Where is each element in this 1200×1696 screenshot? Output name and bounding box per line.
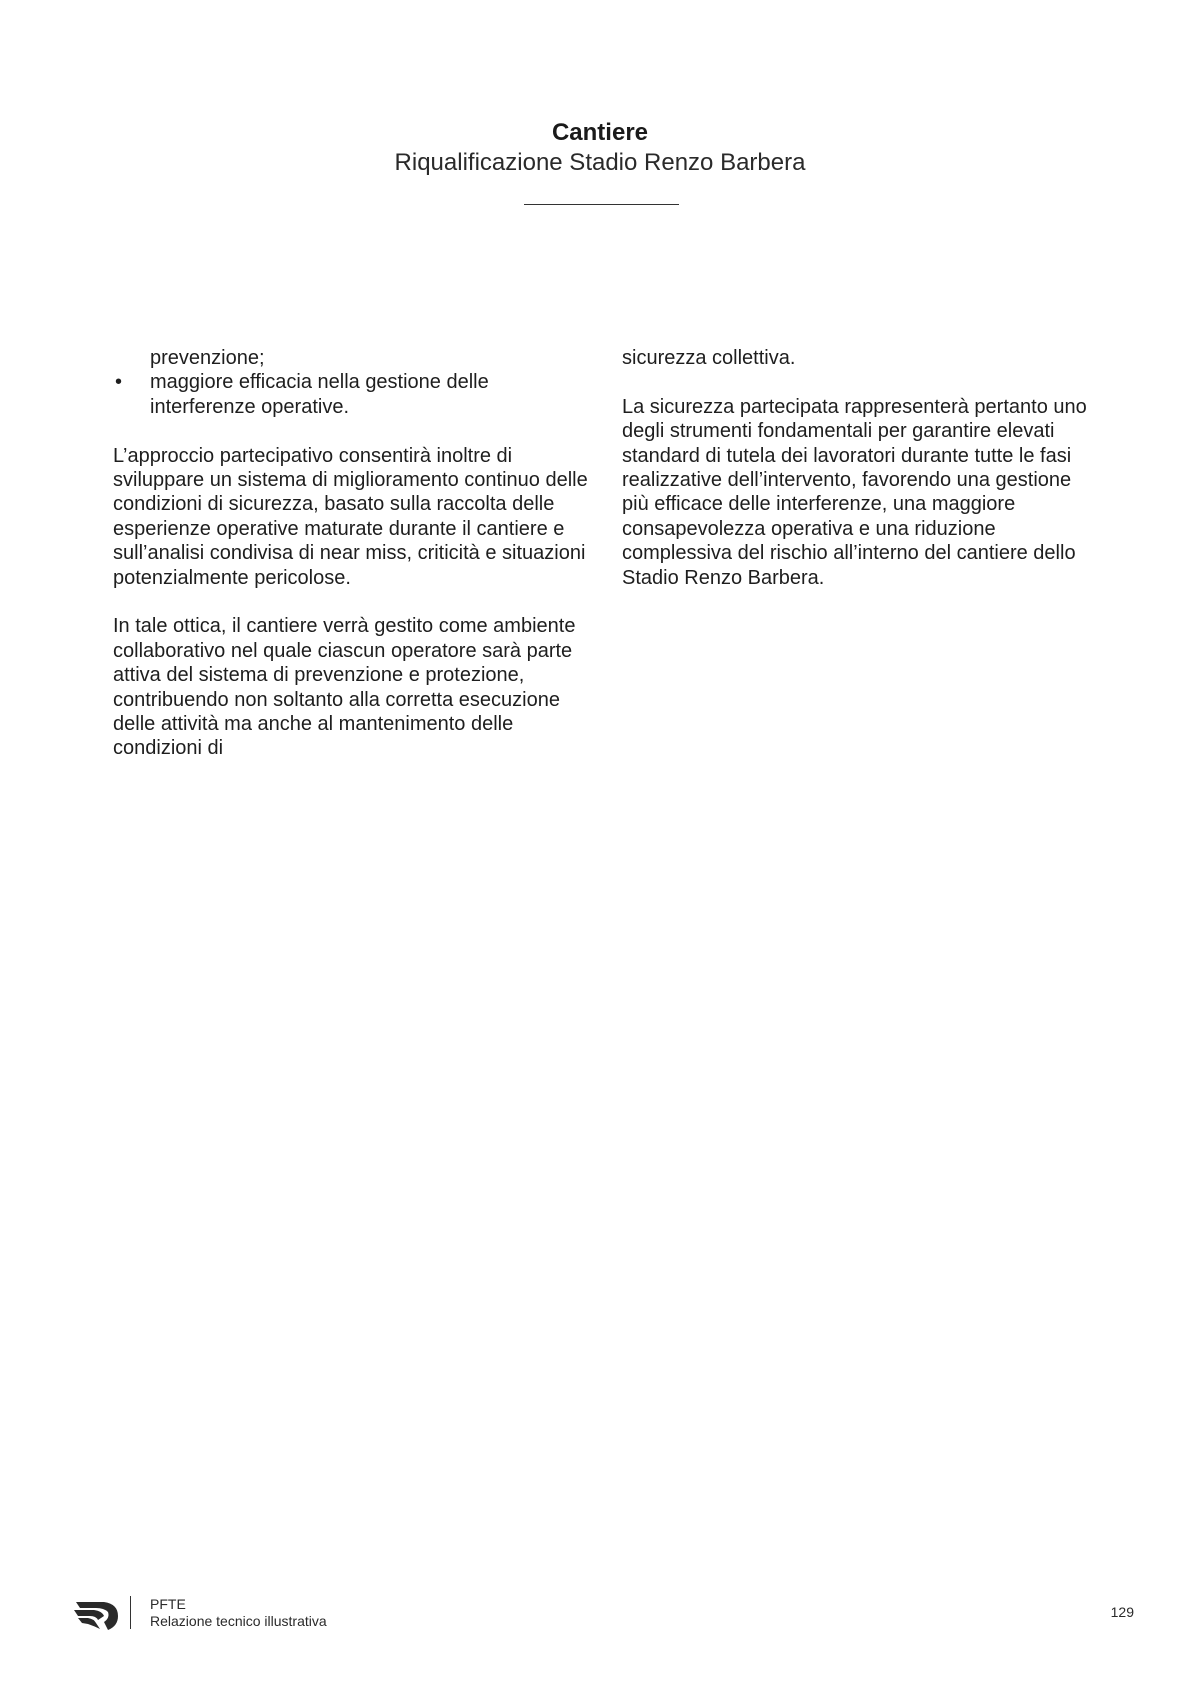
- body-paragraph: sicurezza collettiva.: [622, 347, 796, 369]
- footer-doc-type: PFTE: [150, 1596, 186, 1612]
- body-paragraph: In tale ottica, il cantiere verrà gestito come ambiente collaborativo nel quale ciascun operatore sarà parte attiva del sistema di prevenzione e protezione, contribuendo non soltanto alla corretta esecuzione delle attività ma anche al mantenimento delle condizioni di: [113, 615, 576, 760]
- list-item: [113, 370, 588, 419]
- eagle-logo-icon: [74, 1596, 120, 1632]
- body-paragraph: L’approccio partecipativo consentirà inoltre di sviluppare un sistema di miglioramento continuo delle condizioni di sicurezza, basato sulla raccolta delle esperienze operative maturate durante il cantiere e sull’analisi condivisa di near miss, criticità e situazioni potenzialmente pericolose.: [113, 444, 588, 589]
- page-header: [0, 118, 1200, 178]
- footer-divider: [130, 1596, 131, 1629]
- footer-doc-title: Relazione tecnico illustrativa: [150, 1613, 327, 1629]
- list-item-line: interferenze operative.: [150, 395, 350, 418]
- page-title: Cantiere: [551, 119, 649, 146]
- body-paragraph: La sicurezza partecipata rappresenterà pertanto uno degli strumenti fondamentali per garantire elevati standard di tutela dei lavoratori durante tutte le fasi realizzative dell’intervento, favorendo una gestione più efficace delle interferenze, una maggiore consapevolezza operativa e una riduzione complessiva del rischio all’interno del cantiere dello Stadio Renzo Barbera.: [622, 395, 1087, 589]
- page-subtitle: Riqualificazione Stadio Renzo Barbera: [394, 149, 806, 176]
- left-column: [113, 346, 588, 785]
- bullet-list: [113, 346, 588, 419]
- page-number: 129: [1110, 1604, 1134, 1620]
- header-divider: [524, 204, 679, 205]
- right-column: [622, 346, 1097, 614]
- footer-doc-info: [150, 1596, 327, 1630]
- list-item-line: maggiore efficacia nella gestione delle: [150, 371, 489, 394]
- bullet-icon: •: [115, 371, 123, 394]
- list-item-continuation: prevenzione;: [150, 347, 265, 369]
- page-footer: [74, 1594, 1134, 1634]
